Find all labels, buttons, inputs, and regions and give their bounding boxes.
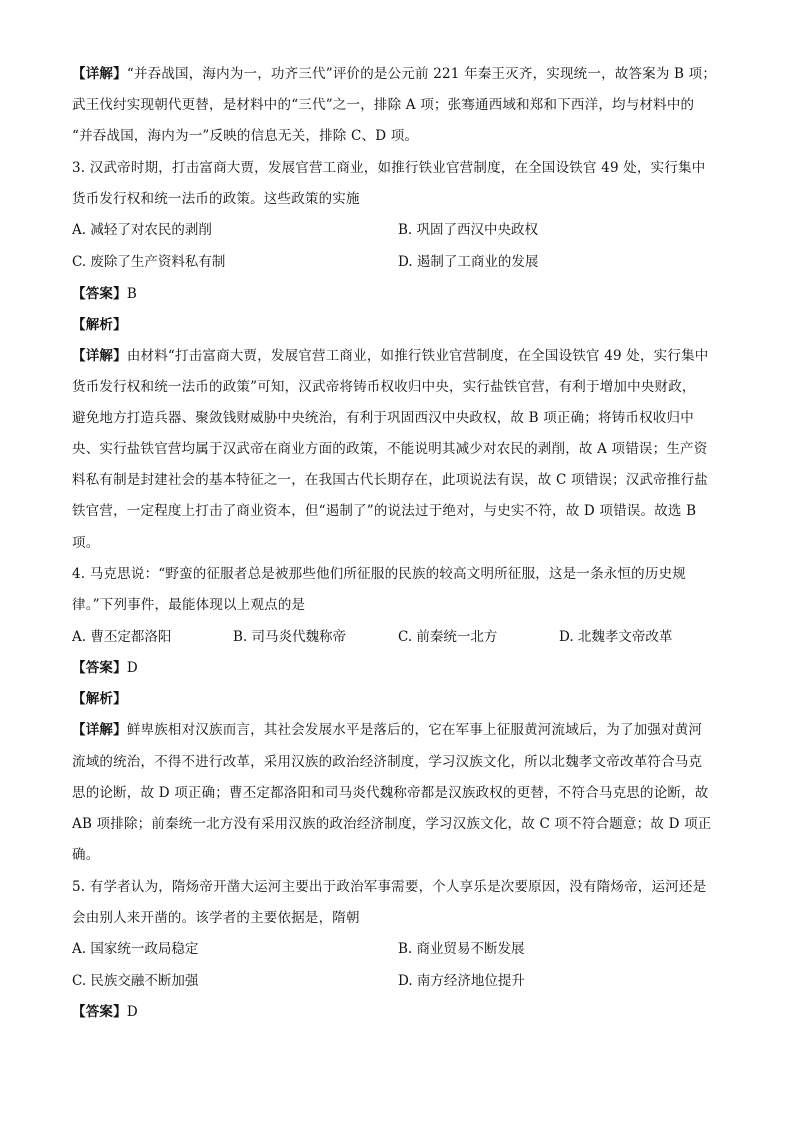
answer-line <box>72 1002 138 1022</box>
detail-text: 由材料“打击富商大贾，发展官营工商业，如推行铁业官营制度，在全国设铁官 49 处，实行集中 <box>126 348 709 364</box>
answer-line <box>72 658 138 678</box>
question-3-stem: 货币发行权和统一法币的政策。这些政策的实施 <box>72 191 360 207</box>
option-a: A. 曹丕定都洛阳 <box>72 629 172 645</box>
text-line: 货币发行权和统一法币的政策”可知，汉武帝将铸币权收归中央，实行盐铁官营，有利于增加中央财政， <box>72 379 696 395</box>
detail-tag: 【详解】 <box>72 66 127 82</box>
text-line: 思的论断，故 D 项正确；曹丕定都洛阳和司马炎代魏称帝都是汉族政权的更替，不符合马克思的论断，故 <box>72 785 709 801</box>
text-line <box>72 64 716 84</box>
option-a: A. 减轻了对农民的剥削 <box>72 222 212 238</box>
option-d: D. 南方经济地位提升 <box>398 973 525 989</box>
detail-tag: 【详解】 <box>72 348 127 364</box>
text-line: 确。 <box>72 847 100 863</box>
question-4-stem: 律。”下列事件，最能体现以上观点的是 <box>72 597 306 613</box>
question-5-stem: 会由别人来开凿的。该学者的主要依据是，隋朝 <box>72 910 360 926</box>
option-c: C. 前秦统一北方 <box>398 629 498 645</box>
answer-tag: 【答案】 <box>72 660 127 676</box>
option-d: D. 北魏孝文帝改革 <box>559 629 673 645</box>
text-line: 流域的统治，不得不进行改革，采用汉族的政治经济制度，学习汉族文化，所以北魏孝文帝改革符合马克 <box>72 754 703 770</box>
answer-value: D <box>126 1004 138 1020</box>
text-line: 武王伐纣实现朝代更替，是材料中的“三代”之一，排除 A 项；张骞通西域和郑和下西洋，均与材料中的 <box>72 97 695 113</box>
option-a: A. 国家统一政局稳定 <box>72 941 199 957</box>
analysis-line <box>72 315 127 335</box>
question-5-stem: 5. 有学者认为，隋炀帝开凿大运河主要出于政治军事需要，个人享乐是次要原因，没有隋炀帝，运河还是 <box>72 879 707 895</box>
option-b: B. 商业贸易不断发展 <box>398 941 525 957</box>
detail-text: “并吞战国，海内为一，功齐三代”评价的是公元前 221 年秦王灭齐，实现统一，故答案为 B 项； <box>126 66 717 82</box>
option-c: C. 废除了生产资料私有制 <box>72 254 226 270</box>
answer-tag: 【答案】 <box>72 286 127 302</box>
option-d: D. 遏制了工商业的发展 <box>398 254 539 270</box>
option-b: B. 巩固了西汉中央政权 <box>398 222 539 238</box>
analysis-tag: 【解析】 <box>72 317 127 333</box>
analysis-tag: 【解析】 <box>72 691 127 707</box>
text-line <box>72 346 708 366</box>
text-line: “并吞战国，海内为一”反映的信息无关，排除 C、D 项。 <box>72 128 419 144</box>
analysis-line <box>72 689 127 709</box>
answer-tag: 【答案】 <box>72 1004 127 1020</box>
option-c: C. 民族交融不断加强 <box>72 973 199 989</box>
detail-tag: 【详解】 <box>72 722 127 738</box>
text-line: 料私有制是封建社会的基本特征之一，在我国古代长期存在，此项说法有误，故 C 项错误；汉武帝推行盐 <box>72 472 709 488</box>
text-line: 项。 <box>72 535 100 551</box>
text-line <box>72 720 702 740</box>
option-b: B. 司马炎代魏称帝 <box>233 629 347 645</box>
answer-value: B <box>126 286 137 302</box>
answer-line <box>72 284 137 304</box>
text-line: AB 项排除；前秦统一北方没有采用汉族的政治经济制度，学习汉族文化，故 C 项不符合题意；故 D 项正 <box>72 816 712 832</box>
detail-text: 鲜卑族相对汉族而言，其社会发展水平是落后的，它在军事上征服黄河流域后，为了加强对黄河 <box>126 722 703 738</box>
question-4-stem: 4. 马克思说：“野蛮的征服者总是被那些他们所征服的民族的较高文明所征服，这是一条永恒的历史规 <box>72 566 686 582</box>
text-line: 央、实行盐铁官营均属于汉武帝在商业方面的政策，不能说明其减少对农民的剥削，故 A 项错误；生产资 <box>72 441 708 457</box>
text-line: 铁官营，一定程度上打击了商业资本，但“遏制了”的说法过于绝对，与史实不符，故 D 项错误。故选 B <box>72 503 697 519</box>
answer-value: D <box>126 660 138 676</box>
question-3-stem: 3. 汉武帝时期，打击富商大贾，发展官营工商业，如推行铁业官营制度，在全国设铁官 49 处，实行集中 <box>72 160 706 176</box>
text-line: 避免地方打造兵器、聚敛钱财威胁中央统治，有利于巩固西汉中央政权，故 B 项正确；将铸币权收归中 <box>72 410 694 426</box>
